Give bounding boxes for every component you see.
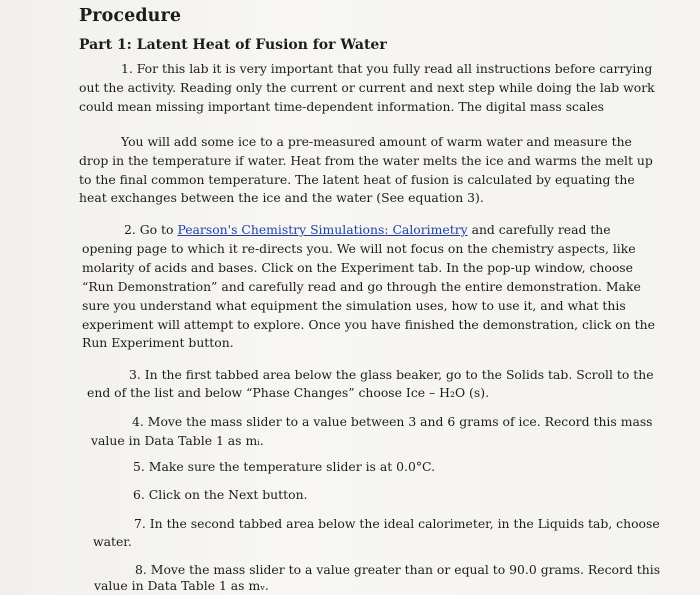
step7-line-2: water. <box>93 534 132 549</box>
step1-line-3: could mean missing important time-dependent information. The digital mass scales <box>79 99 605 114</box>
step4-line-2: value in Data Table 1 as mᵢ. <box>91 433 264 448</box>
step2-line-7: Run Experiment button. <box>82 335 234 350</box>
step8-line-2: value in Data Table 1 as mᵥ. <box>94 578 269 593</box>
step2-line-1 <box>124 221 611 238</box>
step3-line-2: end of the list and below “Phase Changes” choose Ice – H₂O (s). <box>87 385 490 400</box>
intro-line-1: You will add some ice to a pre-measured amount of warm water and measure the <box>121 134 632 149</box>
step7-line-1: 7. In the second tabbed area below the ideal calorimeter, in the Liquids tab, choose <box>134 516 660 531</box>
step2-line-5: sure you understand what equipment the simulation uses, how to use it, and what this <box>82 298 626 313</box>
intro-line-3: to the final common temperature. The latent heat of fusion is calculated by equating the <box>79 172 635 187</box>
step1-line-1: 1. For this lab it is very important that you fully read all instructions before carrying <box>121 61 653 76</box>
step3-line-1: 3. In the first tabbed area below the glass beaker, go to the Solids tab. Scroll to the <box>129 367 654 382</box>
step6-line: 6. Click on the Next button. <box>133 487 308 502</box>
intro-line-2: drop in the temperature if water. Heat from the water melts the ice and warms the melt up <box>79 153 653 168</box>
step2-line-6: experiment will attempt to explore. Once you have finished the demonstration, click on the <box>82 317 655 332</box>
step2-line-3: molarity of acids and bases. Click on the Experiment tab. In the pop-up window, choose <box>82 260 633 275</box>
step2-suffix: and carefully read the <box>467 222 611 237</box>
intro-line-4: heat exchanges between the ice and the water (See equation 3). <box>79 190 484 205</box>
step5-line: 5. Make sure the temperature slider is at 0.0°C. <box>133 459 436 474</box>
step2-prefix: 2. Go to <box>124 222 178 237</box>
step1-line-2: out the activity. Reading only the current or current and next step while doing the lab work <box>79 80 655 95</box>
step2-line-2: opening page to which it re-directs you. We will not focus on the chemistry aspects, like <box>82 241 636 256</box>
step4-line-1: 4. Move the mass slider to a value between 3 and 6 grams of ice. Record this mass <box>132 414 653 429</box>
step2-line-4: “Run Demonstration” and carefully read and go through the entire demonstration. Make <box>82 279 641 294</box>
section-title: Part 1: Latent Heat of Fusion for Water <box>79 37 387 53</box>
calorimetry-simulation-link[interactable]: Pearson's Chemistry Simulations: Calorimetry <box>177 222 468 237</box>
page-title: Procedure <box>79 6 182 26</box>
step8-line-1: 8. Move the mass slider to a value greater than or equal to 90.0 grams. Record this <box>135 562 661 577</box>
